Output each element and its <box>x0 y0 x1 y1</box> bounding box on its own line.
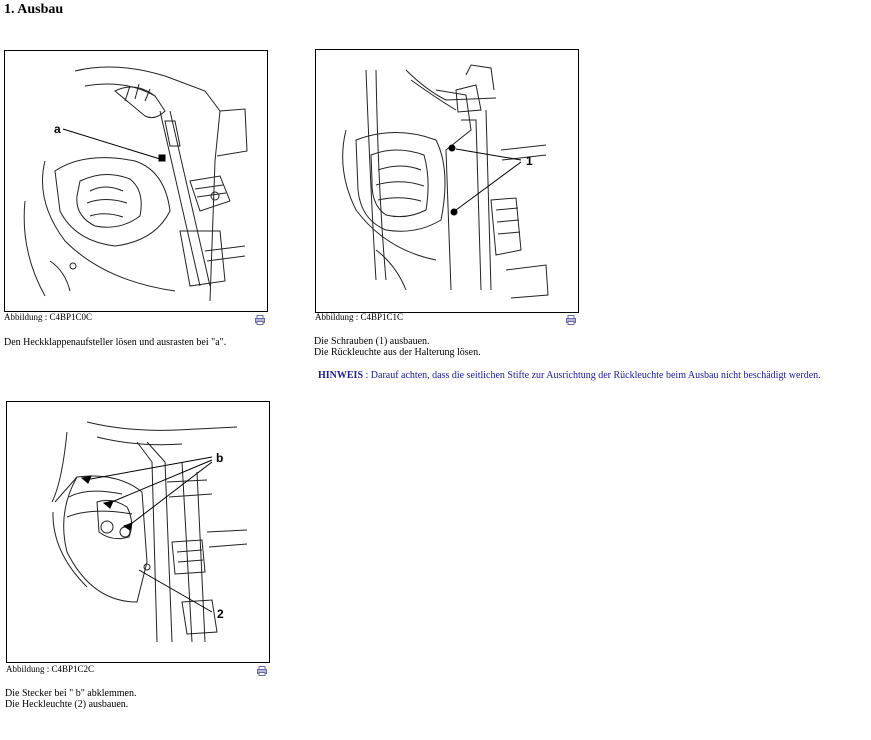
printer-icon <box>257 666 267 676</box>
note-label: HINWEIS <box>318 370 364 381</box>
figure-3-text <box>5 688 136 710</box>
print-icon[interactable] <box>255 315 265 325</box>
printer-icon <box>566 315 576 325</box>
figure-3-text-line: Die Heckleuchte (2) ausbauen. <box>5 699 129 710</box>
note-text: : Darauf achten, dass die seitlichen Stifte zur Ausrichtung der Rückleuchte beim Ausbau nicht beschädigt werden. <box>363 370 821 381</box>
print-icon[interactable] <box>566 315 576 325</box>
figure-2-text-line: Die Schrauben (1) ausbauen. <box>314 336 430 347</box>
figure-1-callout-a: a <box>54 122 61 136</box>
printer-icon <box>255 315 265 325</box>
figure-1-drawing <box>5 51 267 311</box>
figure-1-text-line: Den Heckklappenaufsteller lösen und ausrasten bei "a". <box>4 337 227 348</box>
figure-3-text-line: Die Stecker bei " b" abklemmen. <box>5 688 137 699</box>
figure-3-drawing <box>7 402 269 662</box>
figure-1-text <box>4 337 226 348</box>
figure-3-callout-2: 2 <box>217 607 224 621</box>
print-icon[interactable] <box>257 666 267 676</box>
figure-3-image <box>6 401 270 663</box>
figure-3-callout-b: b <box>216 451 224 465</box>
figure-2-drawing <box>316 50 578 312</box>
figure-2-callout-1: 1 <box>526 154 533 168</box>
figure-2-image <box>315 49 579 313</box>
figure-2-caption: Abbildung : C4BP1C1C <box>315 312 404 322</box>
figure-2-text <box>314 336 481 358</box>
figure-2-text-line: Die Rückleuchte aus der Halterung lösen. <box>314 347 481 358</box>
page-title: 1. Ausbau <box>4 2 64 17</box>
figure-1-image <box>4 50 268 312</box>
figure-1-caption: Abbildung : C4BP1C0C <box>4 312 93 322</box>
figure-3-caption: Abbildung : C4BP1C2C <box>6 664 95 674</box>
hinweis-note <box>318 370 821 381</box>
